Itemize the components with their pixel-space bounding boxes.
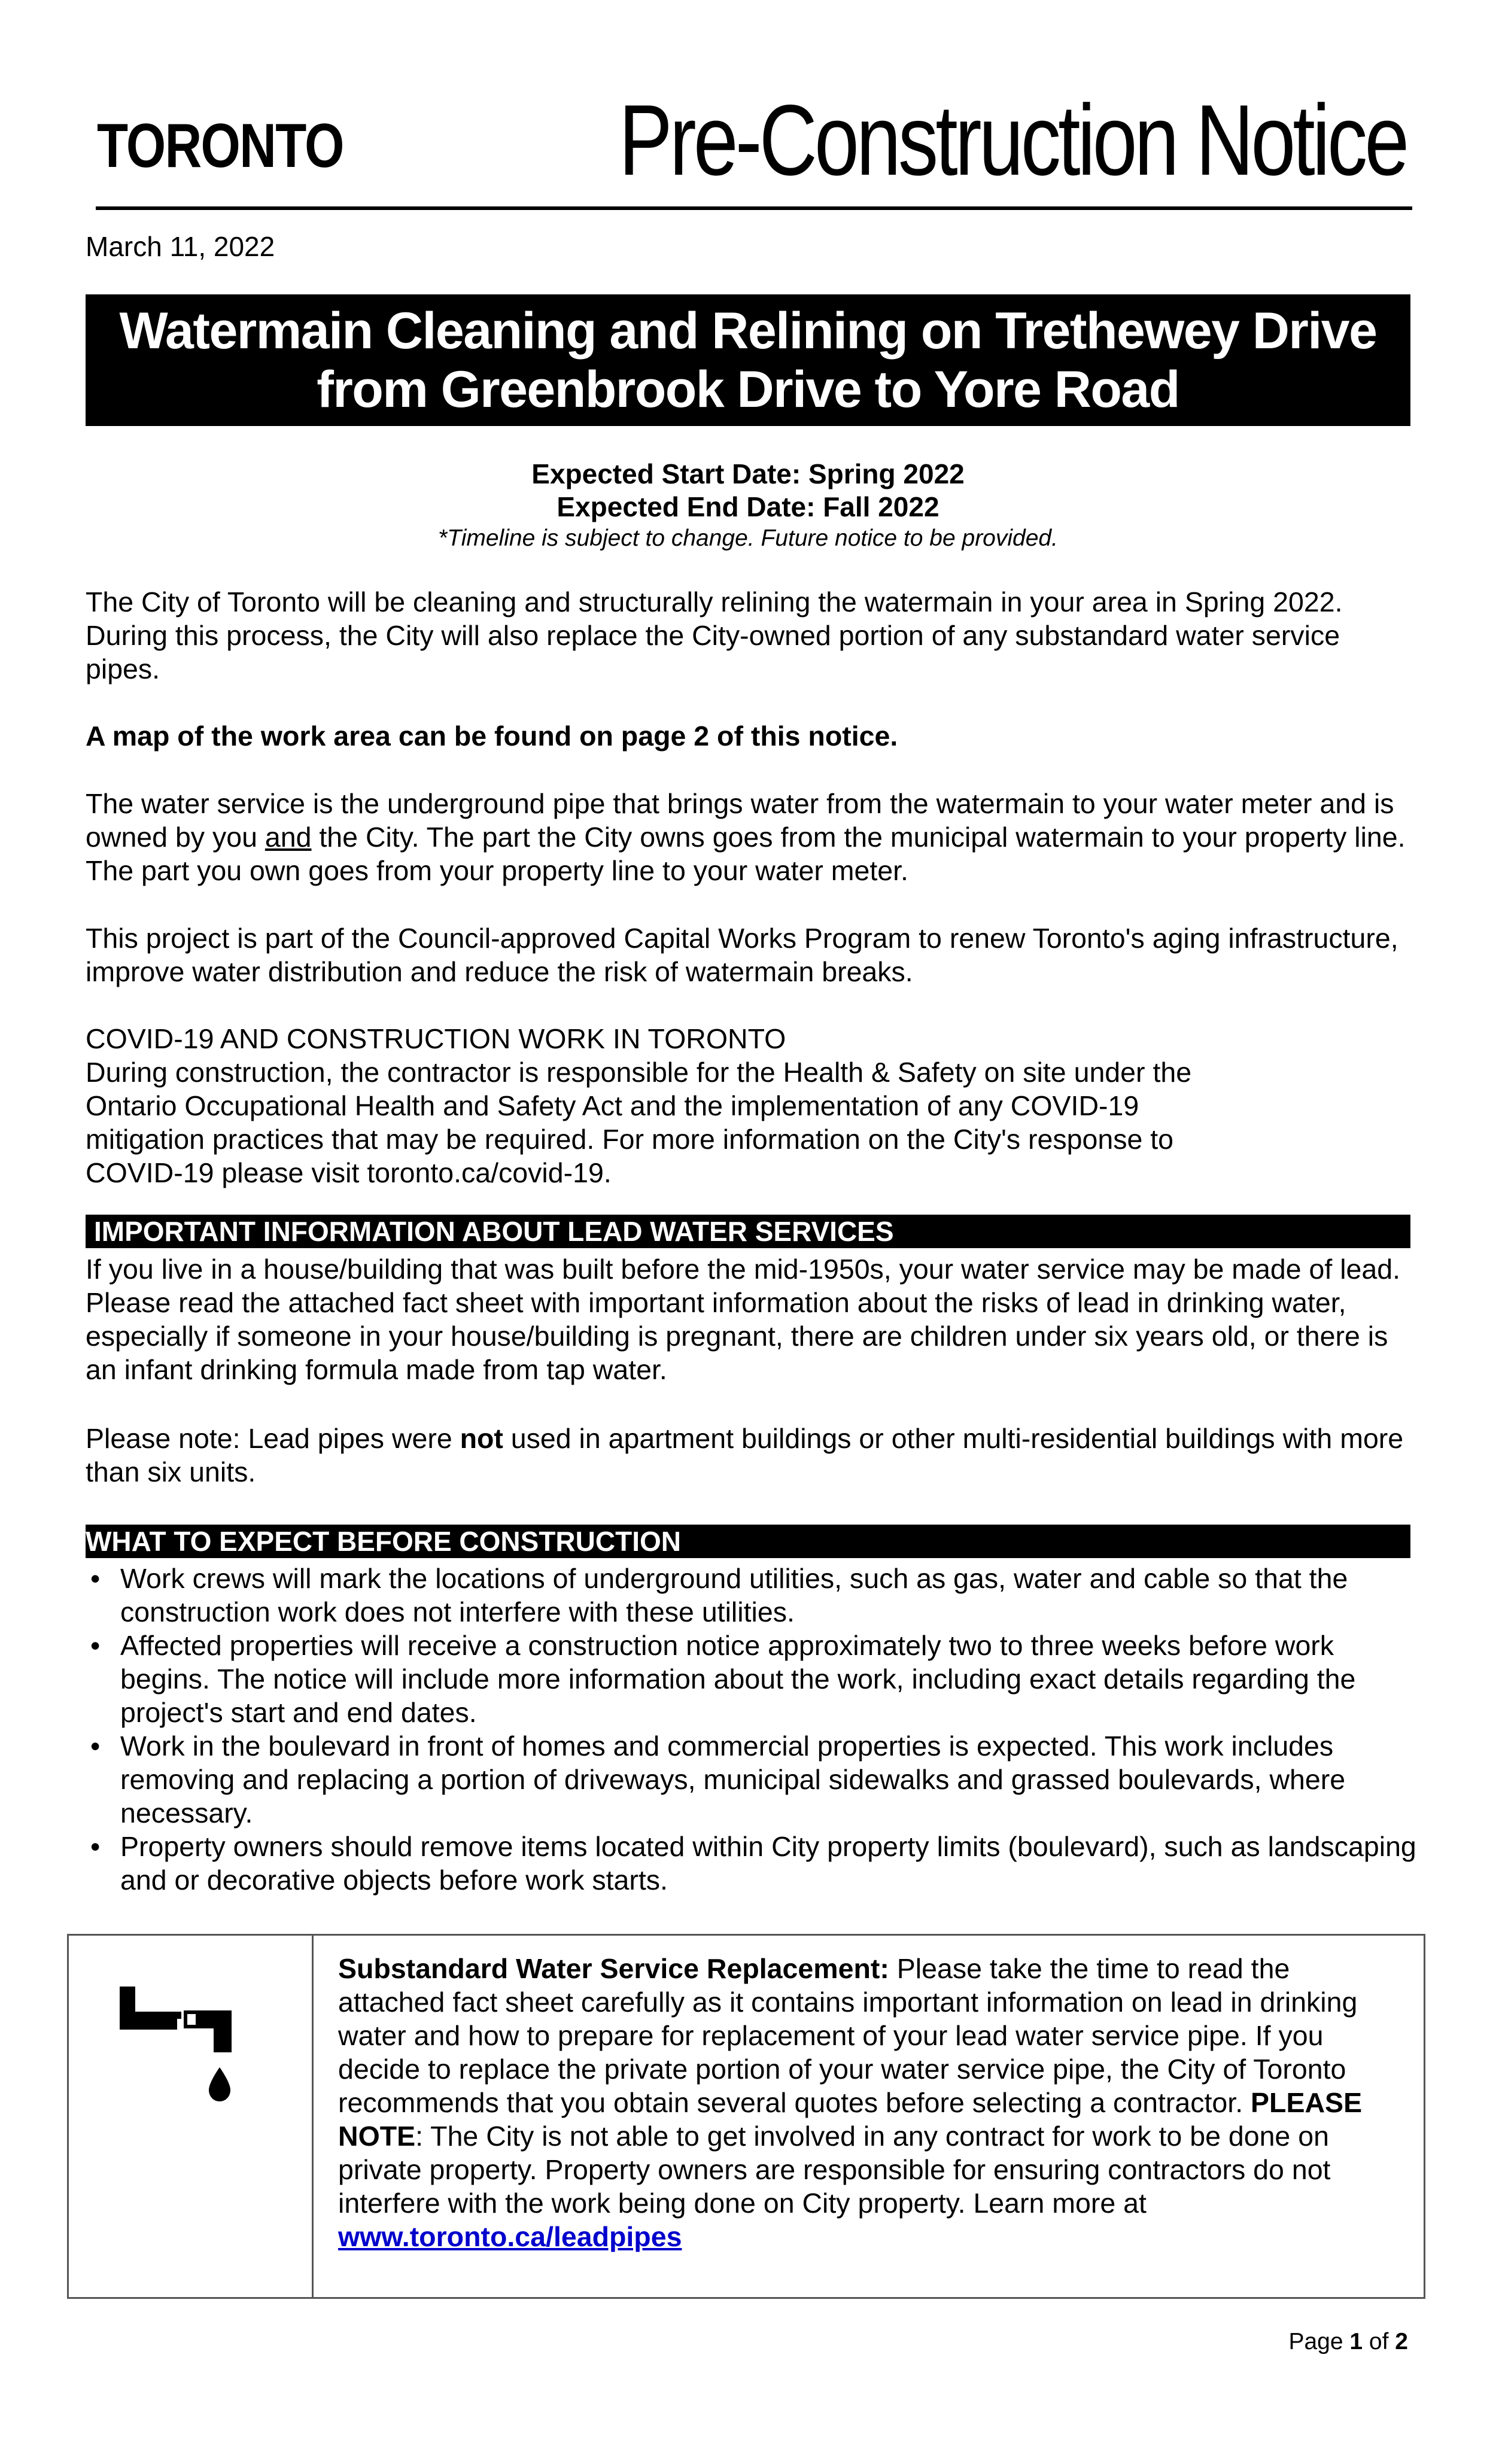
header-divider bbox=[96, 206, 1412, 210]
bullet-text: Work crews will mark the locations of underground utilities, such as gas, water and cable so that the construction work does not interfere with these utilities. bbox=[120, 1563, 1348, 1628]
box-divider bbox=[312, 1934, 314, 2299]
covid-line-3: mitigation practices that may be required. For more information on the City's response to bbox=[86, 1124, 1174, 1155]
box-text-a: Please take the time to read the attached fact sheet carefully as it contains important information on lead in drinking water and how to prepare for replacement of your lead water service pipe. If you decide to replace the private portion of your water service pipe, the City of Toronto recommends that you obtain several quotes before selecting a contractor. bbox=[338, 1953, 1358, 2118]
of-word: of bbox=[1363, 2329, 1395, 2355]
bullet-icon: • bbox=[90, 1563, 101, 1594]
bullet-text: Affected properties will receive a construction notice approximately two to three weeks before work begins. The notice will include more information about the work, including exact details regarding the project's start and end dates. bbox=[120, 1630, 1356, 1728]
project-title-banner bbox=[86, 294, 1410, 426]
lead-section-heading: IMPORTANT INFORMATION ABOUT LEAD WATER SERVICES bbox=[86, 1215, 1410, 1248]
leadpipes-link[interactable]: www.toronto.ca/leadpipes bbox=[338, 2221, 682, 2252]
program-paragraph: This project is part of the Council-approved Capital Works Program to renew Toronto's aging infrastructure, improve water distribution and reduce the risk of watermain breaks. bbox=[86, 923, 1398, 987]
expected-end-date: Expected End Date: Fall 2022 bbox=[557, 491, 939, 522]
lead-note-not: not bbox=[460, 1423, 503, 1454]
water-service-paragraph bbox=[86, 787, 1414, 887]
expected-start-date: Expected Start Date: Spring 2022 bbox=[531, 458, 965, 489]
list-item bbox=[86, 1562, 1417, 1629]
covid-line-2: Ontario Occupational Health and Safety Act and the implementation of any COVID-19 bbox=[86, 1090, 1139, 1121]
water-service-text-b: the City. The part the City owns goes from the municipal watermain to your property line. The part you own goes from your property line to your water meter. bbox=[86, 822, 1406, 886]
lead-pipes-note bbox=[86, 1422, 1414, 1489]
bullet-icon: • bbox=[90, 1730, 101, 1762]
water-tap-icon bbox=[117, 1981, 248, 2109]
toronto-logo bbox=[91, 90, 378, 180]
water-service-replacement-text bbox=[338, 1952, 1403, 2253]
list-item bbox=[86, 1729, 1417, 1830]
list-item bbox=[86, 1629, 1417, 1729]
page-word: Page bbox=[1288, 2329, 1350, 2355]
notice-title: Pre-Construction Notice bbox=[618, 84, 1406, 196]
total-pages: 2 bbox=[1395, 2329, 1408, 2355]
bullet-text: Property owners should remove items located within City property limits (boulevard), such as landscaping and or decorative objects before work starts. bbox=[120, 1831, 1416, 1896]
expect-bullet-list bbox=[86, 1562, 1417, 1897]
lead-note-text-b: used in apartment buildings or other multi-residential buildings with more than six units. bbox=[86, 1423, 1404, 1487]
water-service-and: and bbox=[264, 822, 312, 853]
expect-section-heading: WHAT TO EXPECT BEFORE CONSTRUCTION bbox=[86, 1525, 1410, 1558]
bullet-icon: • bbox=[90, 1831, 101, 1862]
map-note: A map of the work area can be found on page 2 of this notice. bbox=[86, 720, 898, 752]
covid-line-4: COVID-19 please visit toronto.ca/covid-19. bbox=[86, 1157, 612, 1188]
bullet-icon: • bbox=[90, 1630, 101, 1661]
box-lead-label: Substandard Water Service Replacement: bbox=[338, 1953, 889, 1984]
covid-section bbox=[86, 1022, 1414, 1190]
covid-line-1: During construction, the contractor is responsible for the Health & Safety on site under the bbox=[86, 1057, 1192, 1088]
project-title-line-2: from Greenbrook Drive to Yore Road bbox=[317, 361, 1179, 418]
lead-section-body: If you live in a house/building that was built before the mid-1950s, your water service may be made of lead. Please read the attached fact sheet with important information about the risks of lead in drinking water, especially if someone in your house/building is pregnant, there are children under six years old, or there is an infant drinking formula made from tap water. bbox=[86, 1254, 1401, 1385]
page-number bbox=[1288, 2329, 1408, 2355]
logo-text: TORONTO bbox=[97, 111, 343, 181]
list-item bbox=[86, 1830, 1417, 1897]
intro-paragraph: The City of Toronto will be cleaning and structurally relining the watermain in your area in Spring 2022. During this process, the City will also replace the City-owned portion of any substandard water service pipes. bbox=[86, 586, 1343, 685]
box-text-b: : The City is not able to get involved in any contract for work to be done on private property. Property owners are responsible for ensuring contractors do not interfere with the work being done on City property. Learn more at bbox=[338, 2121, 1331, 2219]
project-title-line-1: Watermain Cleaning and Relining on Trethewey Drive bbox=[119, 302, 1377, 360]
water-service-text-a: The water service is the underground pipe that brings water from the watermain to your water meter and is owned by you bbox=[86, 788, 1394, 853]
notice-date: March 11, 2022 bbox=[86, 231, 275, 262]
box-please-note: PLEASE NOTE bbox=[338, 2087, 1363, 2152]
covid-heading: COVID-19 AND CONSTRUCTION WORK IN TORONTO bbox=[86, 1023, 786, 1054]
bullet-text: Work in the boulevard in front of homes and commercial properties is expected. This work includes removing and replacing a portion of driveways, municipal sidewalks and grassed boulevards, where necessary. bbox=[120, 1730, 1346, 1829]
lead-note-text-a: Please note: Lead pipes were bbox=[86, 1423, 460, 1454]
current-page: 1 bbox=[1349, 2329, 1363, 2355]
timeline-note: *Timeline is subject to change. Future notice to be provided. bbox=[438, 525, 1058, 551]
